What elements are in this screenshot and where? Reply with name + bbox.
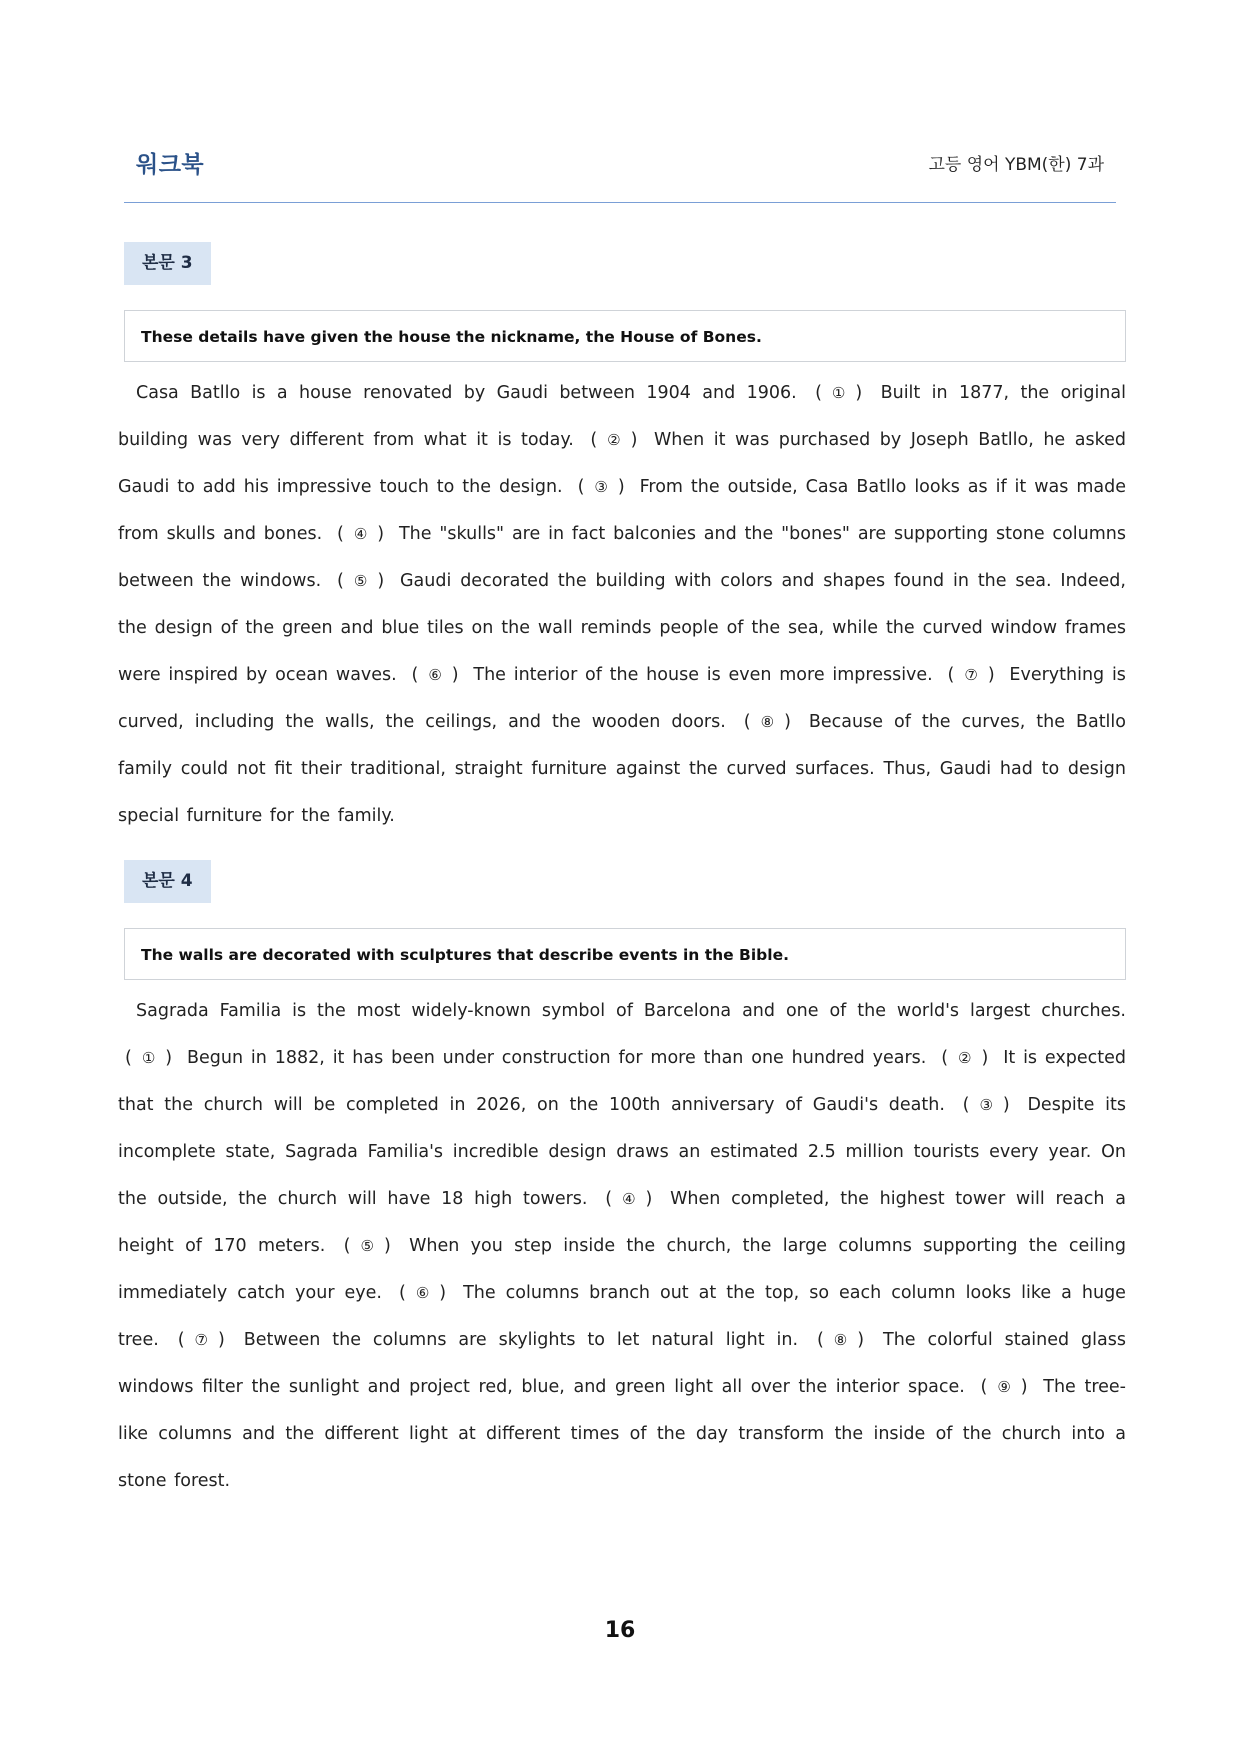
passage-text: [118, 988, 1126, 1505]
section-badge: 본문 4: [124, 860, 211, 903]
passage-segment: It is expected that the church will be completed in 2026, on the 100th anniversary of Gaudi's death.: [118, 1048, 1126, 1115]
insert-sentence-box: These details have given the house the nickname, the House of Bones.: [124, 310, 1126, 362]
insert-sentence-box: The walls are decorated with sculptures that describe events in the Bible.: [124, 928, 1126, 980]
passage-segment: Between the columns are skylights to let natural light in.: [243, 1330, 799, 1350]
blank-marker: ( ⑥ ): [411, 665, 459, 685]
blank-marker: ( ② ): [590, 430, 638, 450]
passage-segment: Gaudi decorated the building with colors and shapes found in the sea. Indeed, the design of the green and blue tiles on the wall reminds people of the sea, while the curved window frames were inspired by ocean waves.: [118, 571, 1126, 685]
blank-marker: ( ① ): [815, 383, 863, 403]
page-number: 16: [604, 1618, 636, 1643]
passage-segment: When completed, the highest tower will reach a height of 170 meters.: [118, 1189, 1126, 1256]
blank-marker: ( ⑧ ): [816, 1330, 865, 1350]
workbook-title: 워크북: [136, 152, 205, 178]
blank-marker: ( ① ): [125, 1048, 173, 1068]
blank-marker: ( ④ ): [337, 524, 385, 544]
blank-marker: ( ⑦ ): [177, 1330, 225, 1350]
passage-segment: The "skulls" are in fact balconies and the "bones" are supporting stone columns between the windows.: [118, 524, 1126, 591]
course-label: 고등 영어 YBM(한) 7과: [928, 155, 1104, 175]
passage-segment: The colorful stained glass windows filter the sunlight and project red, blue, and green light all over the interior space.: [118, 1330, 1126, 1397]
section-passage-3: [118, 242, 1126, 840]
page-header: [124, 146, 1116, 203]
blank-marker: ( ⑧ ): [743, 712, 791, 732]
blank-marker: ( ③ ): [577, 477, 625, 497]
blank-marker: ( ⑨ ): [980, 1377, 1028, 1397]
passage-segment: Casa Batllo is a house renovated by Gaudi between 1904 and 1906.: [136, 383, 797, 403]
blank-marker: ( ② ): [941, 1048, 989, 1068]
passage-text: [118, 370, 1126, 840]
blank-marker: ( ⑦ ): [947, 665, 995, 685]
passage-segment: The tree-like columns and the different light at different times of the day transform the inside of the church into a stone forest.: [118, 1377, 1126, 1491]
passage-segment: When you step inside the church, the large columns supporting the ceiling immediately catch your eye.: [118, 1236, 1126, 1303]
blank-marker: ( ③ ): [962, 1095, 1010, 1115]
passage-segment: The interior of the house is even more impressive.: [473, 665, 933, 685]
section-badge: 본문 3: [124, 242, 211, 285]
passage-segment: When it was purchased by Joseph Batllo, he asked Gaudi to add his impressive touch to the design.: [118, 430, 1126, 497]
passage-segment: From the outside, Casa Batllo looks as if it was made from skulls and bones.: [118, 477, 1126, 544]
blank-marker: ( ⑤ ): [337, 571, 385, 591]
passage-segment: Everything is curved, including the walls, the ceilings, and the wooden doors.: [118, 665, 1126, 732]
passage-segment: Sagrada Familia is the most widely-known symbol of Barcelona and one of the world's largest churches.: [136, 1001, 1126, 1021]
passage-segment: Built in 1877, the original building was very different from what it is today.: [118, 383, 1126, 450]
passage-segment: Despite its incomplete state, Sagrada Familia's incredible design draws an estimated 2.5 million tourists every year. On the outside, the church will have 18 high towers.: [118, 1095, 1126, 1209]
blank-marker: ( ⑤ ): [343, 1236, 391, 1256]
passage-segment: Because of the curves, the Batllo family could not fit their traditional, straight furniture against the curved surfaces. Thus, Gaudi had to design special furniture for the family.: [118, 712, 1126, 826]
passage-segment: Begun in 1882, it has been under construction for more than one hundred years.: [186, 1048, 927, 1068]
blank-marker: ( ⑥ ): [398, 1283, 447, 1303]
section-passage-4: [118, 860, 1126, 1505]
blank-marker: ( ④ ): [605, 1189, 653, 1209]
passage-segment: The columns branch out at the top, so each column looks like a huge tree.: [118, 1283, 1126, 1350]
